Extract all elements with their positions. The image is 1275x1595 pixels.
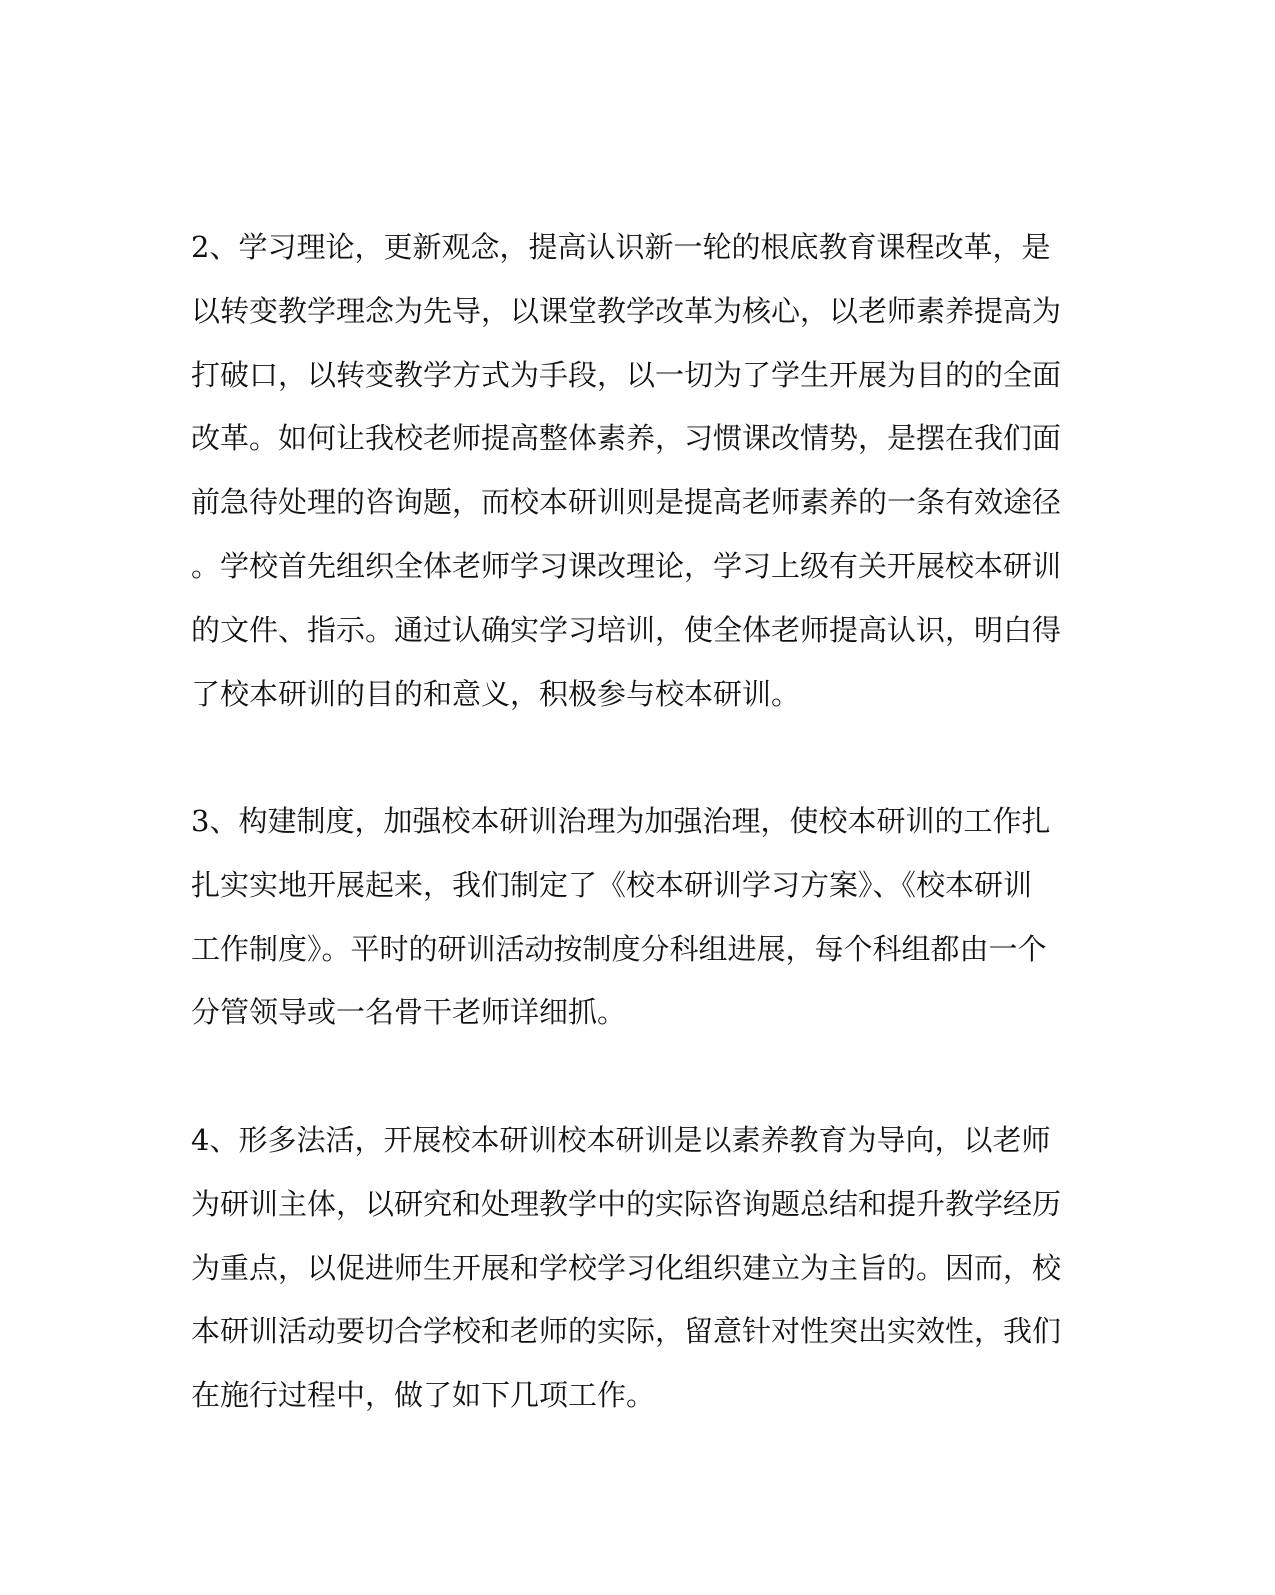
paragraph-build-system [191,790,1061,1045]
paragraph-line: 工作制度》。平时的研训活动按制度分科组进展，每个科组都由一个 [191,931,1047,966]
paragraph-line: 扎实实地开展起来，我们制定了《校本研训学习方案》、《校本研训 [191,867,1033,902]
paragraph-line: 本研训活动要切合学校和老师的实际，留意针对性突出实效性，我们 [191,1314,1062,1349]
paragraph-line: 。学校首先组织全体老师学习课改理论，学习上级有关开展校本研训 [191,548,1062,583]
paragraph-line: 打破口，以转变教学方式为手段，以一切为了学生开展为目的的全面 [191,357,1062,392]
paragraph-line: 改革。如何让我校老师提高整体素养，习惯课改情势，是摆在我们面 [191,421,1062,456]
paragraph-line: 4、形多法活，开展校本研训校本研训是以素养教育为导向，以老师 [191,1123,1051,1157]
paragraph-line: 2、学习理论，更新观念，提高认识新一轮的根底教育课程改革，是 [191,230,1051,264]
paragraph-line: 的文件、指示。通过认确实学习培训，使全体老师提高认识，明白得 [191,612,1062,647]
paragraph-line: 3、构建制度，加强校本研训治理为加强治理，使校本研训的工作扎 [191,804,1051,838]
paragraph-diverse-methods [191,1109,1061,1428]
paragraph-line: 以转变教学理念为先导，以课堂教学改革为核心，以老师素养提高为 [191,293,1062,328]
paragraph-line: 分管领导或一名骨干老师详细抓。 [191,995,627,1030]
paragraph-line: 了校本研训的目的和意义，积极参与校本研训。 [191,676,801,711]
paragraph-learning-theory [191,216,1061,726]
paragraph-line: 前急待处理的咨询题，而校本研训则是提高老师素养的一条有效途径 [191,485,1062,520]
paragraph-line: 为重点，以促进师生开展和学校学习化组织建立为主旨的。因而，校 [191,1250,1062,1285]
paragraph-line: 为研训主体，以研究和处理教学中的实际咨询题总结和提升教学经历 [191,1186,1062,1221]
paragraph-line: 在施行过程中，做了如下几项工作。 [191,1378,656,1413]
